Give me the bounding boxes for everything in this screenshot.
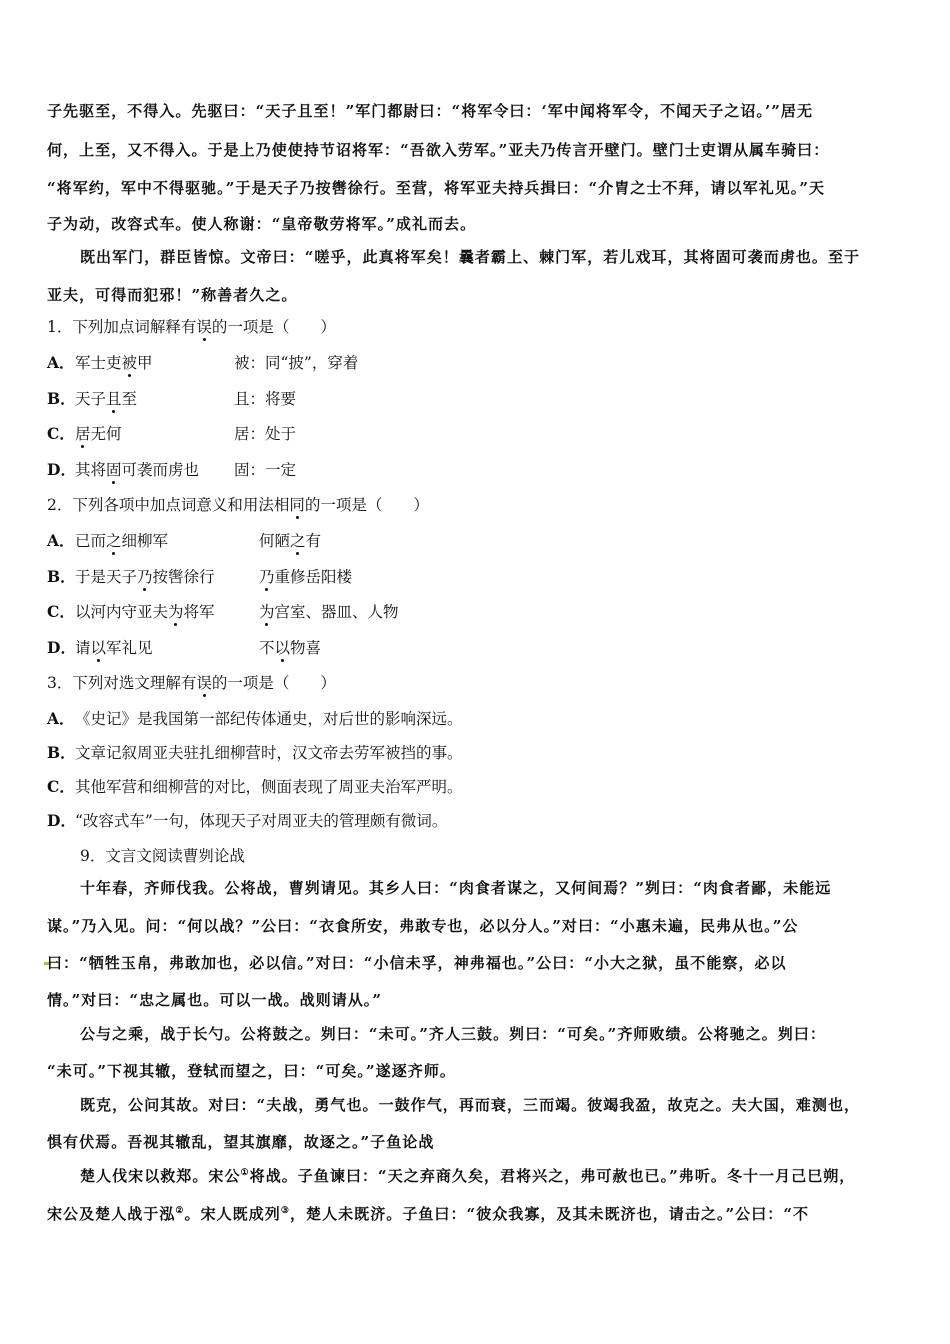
option-explanation: 且：将要 [234, 390, 297, 408]
dotted-char: 为 [168, 603, 184, 621]
question-3-option-c [47, 777, 903, 797]
question-1-option-a: A． 军士吏被甲 被：同“披”，穿着 [47, 353, 359, 372]
option-label: D． [47, 811, 76, 830]
dotted-char: 乃 [259, 568, 275, 586]
dotted-char: 之 [106, 532, 122, 550]
passage-line: 楚人伐宋以救郑。宋公①将战。子鱼谏曰：“天之弃商久矣，君将兴之，弗可赦也已。”弗听。冬十一月己巳朔， [80, 1167, 856, 1185]
question-3-option-d [47, 811, 903, 831]
passage-line: 亚夫，可得而犯邪！”称善者久之。 [47, 286, 298, 304]
dotted-char: 固 [106, 461, 122, 479]
option-label: A． [47, 531, 75, 550]
option-label: A． [47, 353, 75, 372]
question-2-stem: 2．下列各项中加点词意义和用法相同的一项是（ ） [47, 496, 429, 514]
option-label: B． [47, 567, 76, 586]
section-9-heading: 9．文言文阅读曹刿论战 [80, 847, 245, 865]
question-3-stem: 3．下列对选文理解有误的一项是（ ） [47, 674, 336, 692]
passage-line: 既出军门，群臣皆惊。文帝曰：“嗟乎，此真将军矣！曩者霸上、棘门军，若儿戏耳，其将固可袭而虏也。至于 [80, 248, 861, 266]
option-text: 其他军营和细柳营的对比，侧面表现了周亚夫治军严明。 [75, 778, 463, 796]
dotted-char: 误 [196, 674, 212, 692]
question-1-option-d: D． 其将固可袭而虏也 固：一定 [47, 460, 297, 479]
passage-line: 何，上至，又不得入。于是上乃使使持节诏将军：“吾欲入劳军。”亚夫乃传言开壁门。壁门士吏谓从属车骑曰： [47, 141, 830, 159]
question-3-option-a [47, 709, 903, 729]
passage-line: 惧有伏焉。吾视其辙乱，望其旗靡，故逐之。”子鱼论战 [47, 1133, 435, 1151]
passage-line: 情。”对曰：“忠之属也。可以一战。战则请从。” [47, 991, 383, 1009]
option-label: B． [47, 389, 76, 408]
option-explanation: 居：处于 [234, 425, 297, 443]
dotted-char: 乃 [137, 568, 153, 586]
dotted-char: 误 [196, 318, 212, 336]
dotted-char: 被 [121, 354, 138, 372]
question-1-option-c: C． 居无何 居：处于 [47, 424, 297, 443]
dotted-char: 居 [75, 425, 91, 443]
dotted-char: 且 [106, 390, 122, 408]
passage-line: “将军约，军中不得驱驰。”于是天子乃按辔徐行。至营，将军亚夫持兵揖曰：“介胄之士不拜，请以军礼见。”天 [47, 179, 826, 197]
footnote-marker: ① [240, 1168, 250, 1178]
question-1-option-b: B． 天子且至 且：将要 [47, 389, 297, 408]
option-text: 文章记叙周亚夫驻扎细柳营时，汉文帝去劳军被挡的事。 [75, 744, 463, 762]
passage-line: 曰：“牺牲玉帛，弗敢加也，必以信。”对曰：“小信未孚，神弗福也。”公曰：“小大之狱，虽不能察，必以 [47, 954, 787, 972]
option-label: A． [47, 709, 75, 728]
passage-line: 子先驱至，不得入。先驱曰：“天子且至！”军门都尉曰：“将军令曰：‘军中闻将军令，不闻天子之诏。’”居无 [47, 102, 814, 120]
option-text: “改容式车”一句，体现天子对周亚夫的管理颇有微词。 [75, 812, 448, 830]
option-label: B． [47, 743, 76, 762]
option-label: D． [47, 460, 76, 479]
dotted-char: 以 [90, 639, 107, 657]
passage-line: 既克，公问其故。对曰：“夫战，勇气也。一鼓作气，再而衰，三而竭。彼竭我盈，故克之。夫大国，难测也， [80, 1096, 861, 1114]
dotted-char: 为 [259, 603, 275, 621]
question-2-option-d: D． 请以军礼见 不以物喜 [47, 638, 322, 657]
question-2-option-c: C． 以河内守亚夫为将军 为宫室、器皿、人物 [47, 602, 399, 621]
dotted-char: 之 [290, 532, 306, 550]
question-1-stem: 1．下列加点词解释有误的一项是（ ） [47, 318, 336, 336]
passage-line: 子为动，改容式车。使人称谢：“皇帝敬劳将军。”成礼而去。 [47, 215, 477, 233]
passage-line: 十年春，齐师伐我。公将战，曹刿请见。其乡人曰：“肉食者谋之，又何间焉？”刿曰：“肉食者鄙，未能远 [80, 879, 832, 897]
question-3-option-b [47, 743, 903, 763]
option-label: D． [47, 638, 76, 657]
footnote-marker: ③ [280, 1206, 290, 1216]
option-explanation: 被：同“披”，穿着 [234, 354, 359, 372]
question-2-option-a: A． 已而之细柳军 何陋之有 [47, 531, 322, 550]
passage-line: 宋公及楚人战于泓②。宋人既成列③，楚人未既济。子鱼曰：“彼众我寡，及其未既济也，请击之。”公曰：“不 [47, 1205, 810, 1223]
option-label: C． [47, 777, 75, 796]
option-label: C． [47, 424, 75, 443]
option-text: 《史记》是我国第一部纪传体通史，对后世的影响深远。 [75, 710, 463, 728]
footnote-marker: ② [175, 1206, 185, 1216]
dotted-char: 同 [289, 496, 305, 514]
question-2-option-b: B． 于是天子乃按辔徐行 乃重修岳阳楼 [47, 567, 353, 586]
passage-line: 谋。”乃入见。问：“何以战？”公曰：“衣食所安，弗敢专也，必以分人。”对曰：“小惠未遍，民弗从也。”公 [47, 917, 799, 935]
dotted-char: 以 [274, 639, 291, 657]
option-label: C． [47, 602, 75, 621]
option-explanation: 固：一定 [234, 461, 297, 479]
passage-line: “未可。”下视其辙，登轼而望之，曰：“可矣。”遂逐齐师。 [47, 1062, 456, 1080]
passage-line: 公与之乘，战于长勺。公将鼓之。刿曰：“未可。”齐人三鼓。刿曰：“可矣。”齐师败绩。公将驰之。刿曰： [80, 1025, 826, 1043]
